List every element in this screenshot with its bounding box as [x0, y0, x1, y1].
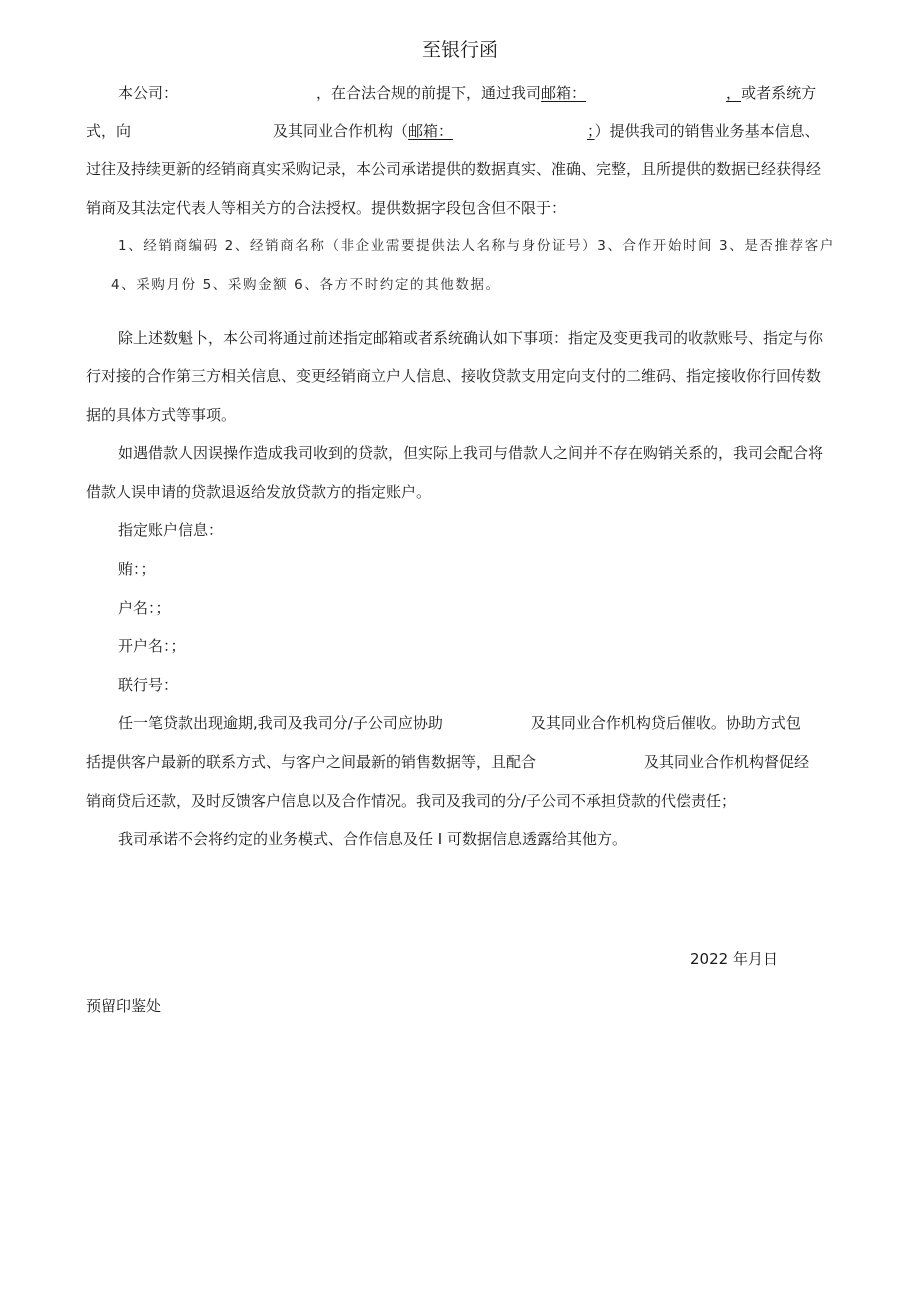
p1-line-2	[86, 121, 820, 141]
p4-line-1	[118, 713, 801, 733]
seal-label: 预留印鉴处	[86, 997, 162, 1015]
p3-line-1: 如遇借款人因误操作造成我司收到的贷款，但实际上我司与借款人之间并不存在购销关系的，我司会配合将	[118, 444, 824, 462]
letter-title: 至银行函	[421, 39, 498, 61]
p4-text: 及其同业合作机构贷后催收。协助方式包	[530, 714, 801, 732]
p1-text: 及其同业合作机构（	[273, 122, 409, 140]
p1-line-3: 过往及持续更新的经销商真实采购记录，本公司承诺提供的数据真实、准确、完整，且所提供的数据已经获得经	[86, 160, 822, 178]
p4-text: 任一笔贷款出现逾期,我司及我司分/子公司应协助	[118, 714, 443, 732]
p4-line-3: 销商贷后还款，及时反馈客户信息以及合作情况。我司及我司的分/子公司不承担贷款的代偿责任；	[86, 792, 737, 810]
email-field-1: 邮箱： ，	[541, 84, 742, 102]
account-name: 户名：；	[118, 599, 171, 617]
p3-line-2: 借款人误申请的贷款退返给发放贷款方的指定账户。	[86, 483, 432, 501]
p1-text: ，在合法合规的前提下，通过我司	[316, 84, 542, 102]
account-heading: 指定账户信息：	[118, 521, 224, 539]
p4-line-2	[86, 752, 809, 772]
p1-text: ）提供我司的销售业务基本信息、	[594, 122, 820, 140]
fields-line-2: 4、采购月份 5、采购金额 6、各方不时约定的其他数据。	[111, 277, 501, 293]
account-bank-code: 联行号：	[118, 676, 179, 694]
p4-text: 括提供客户最新的联系方式、与客户之间最新的销售数据等，且配合	[86, 753, 537, 771]
p1-line-4: 销商及其法定代表人等相关方的合法授权。提供数据字段包含但不限于：	[86, 199, 567, 217]
fields-line-1: 1、经销商编码 2、经销商名称（非企业需要提供法人名称与身份证号）3、合作开始时间 3、是否推荐客户	[118, 238, 835, 254]
account-number: 贿：；	[118, 560, 156, 578]
p5-line-1: 我司承诺不会将约定的业务模式、合作信息及任 I 可数据信息透露给其他方。	[118, 830, 627, 848]
p2-line-3: 据的具体方式等事项。	[86, 406, 237, 424]
p1-company-label: 本公司：	[118, 84, 179, 102]
account-bank: 开户名：；	[118, 637, 186, 655]
p2-line-2: 行对接的合作第三方相关信息、变更经销商立户人信息、接收贷款支用定向支付的二维码、指定接收你行回传数	[86, 367, 822, 385]
email-field-2: 邮箱： ；	[408, 122, 595, 140]
date-line: 2022 年月日	[690, 950, 778, 968]
p4-text: 及其同业合作机构督促经	[644, 753, 810, 771]
p2-line-1: 除上述数魁卜，本公司将通过前述指定邮箱或者系统确认如下事项：指定及变更我司的收款账号、指定与你	[118, 329, 824, 347]
p1-text: 或者系统方	[741, 84, 817, 102]
p1-text: 式，向	[86, 122, 132, 140]
p1-line-1	[118, 83, 816, 103]
